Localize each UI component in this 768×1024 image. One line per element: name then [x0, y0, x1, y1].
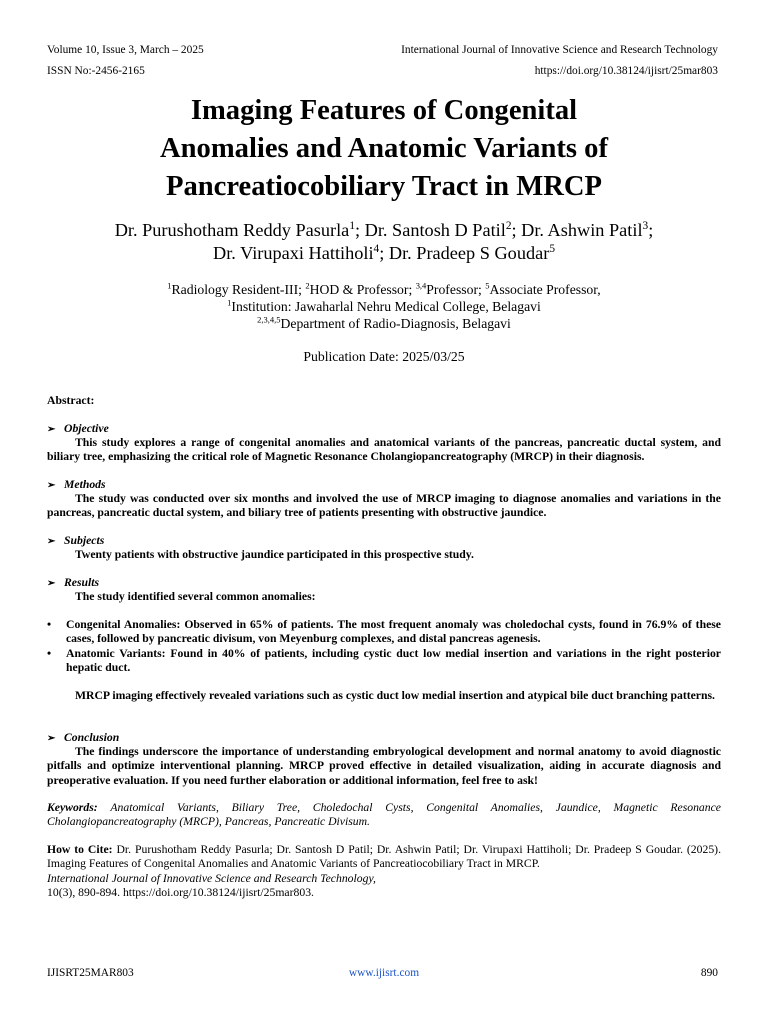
aff-inst-text: Institution: Jawaharlal Nehru Medical College, Belagavi: [231, 299, 541, 314]
arrow-bullet-icon: ➢: [47, 480, 56, 491]
keywords-label: Keywords:: [47, 801, 98, 814]
results-text: The study identified several common anomalies:: [75, 590, 316, 603]
issn: ISSN No:-2456-2165: [47, 65, 145, 77]
conclusion-text: The findings underscore the importance of understanding embryological development and normal anatomy to avoid diagnostic pitfalls and optimize interventional planning. MRCP proved effective in detailed visualization, aiding in accurate diagnosis and preoperative evaluation. If you need further elaboration or additional information, feel free to ask!: [47, 745, 721, 787]
list-item: [47, 647, 721, 676]
results-heading: [47, 576, 99, 589]
methods-heading-text: Methods: [64, 478, 106, 491]
results-heading-text: Results: [64, 576, 100, 589]
keywords: [47, 801, 721, 830]
aff-role-3: Professor;: [426, 282, 486, 297]
bullet-anatomic-text: Anatomic Variants: Found in 40% of patients, including cystic duct low medial insertion and variations in the right posterior hepatic duct.: [66, 647, 721, 675]
page-number: 890: [700, 967, 718, 979]
footer-website-link[interactable]: www.ijisrt.com: [348, 967, 420, 979]
author-line-1: [0, 219, 768, 242]
arrow-bullet-icon: ➢: [47, 578, 56, 589]
author-5: ; Dr. Pradeep S Goudar: [379, 243, 550, 263]
author-4-sup: 4: [373, 242, 380, 255]
objective-text: This study explores a range of congenital anomalies and anatomical variants of the pancreas, pancreatic ductal system, and biliary tree, emphasizing the critical role of Magnetic Resonance Cholangiopancreatography (MRCP) in their diagnosis.: [47, 436, 721, 464]
journal-name: International Journal of Innovative Science and Research Technology: [401, 44, 718, 56]
author-1: Dr. Purushotham Reddy Pasurla: [114, 220, 350, 240]
citation: [47, 843, 721, 901]
author-list: [0, 219, 768, 265]
subjects-text: Twenty patients with obstructive jaundice participated in this prospective study.: [75, 548, 474, 561]
list-item: [47, 618, 721, 647]
title-line-3: Pancreatiocobiliary Tract in MRCP: [166, 171, 602, 202]
arrow-bullet-icon: ➢: [47, 536, 56, 547]
citation-text: Dr. Purushotham Reddy Pasurla; Dr. Santosh D Patil; Dr. Ashwin Patil; Dr. Virupaxi Hattiholi; Dr. Pradeep S Goudar. (2025). Imaging Features of Congenital Anomalies and Anatomic Variants of Pancreatiocobiliary Tract in MRCP.: [47, 843, 721, 871]
aff-dept-text: Department of Radio-Diagnosis, Belagavi: [280, 316, 511, 331]
citation-volume: 10(3), 890-894. https://doi.org/10.38124/ijisrt/25mar803.: [47, 886, 314, 900]
affiliation-roles: [0, 281, 768, 298]
methods-heading: [47, 478, 106, 491]
author-2: ; Dr. Santosh D Patil: [354, 220, 506, 240]
author-3: ; Dr. Ashwin Patil: [511, 220, 643, 240]
bullet-dot-icon: •: [47, 618, 52, 631]
affiliation-department: [0, 315, 768, 332]
author-3-sup: 3: [642, 219, 649, 232]
bullet-dot-icon: •: [47, 647, 52, 660]
aff-sup-4: 5: [485, 280, 490, 291]
aff-sup-2: 2: [305, 280, 310, 291]
title-line-2: Anomalies and Anatomic Variants of: [159, 133, 609, 164]
aff-role-4: Associate Professor,: [489, 282, 601, 297]
citation-label: How to Cite:: [47, 843, 113, 856]
aff-dept-sup: 2,3,4,5: [257, 314, 281, 325]
conclusion-heading: [47, 731, 119, 744]
arrow-bullet-icon: ➢: [47, 424, 56, 435]
volume-info: Volume 10, Issue 3, March – 2025: [47, 44, 204, 56]
methods-text: The study was conducted over six months and involved the use of MRCP imaging to diagnose anomalies and variations in the pancreas, pancreatic ductal system, and biliary tree of patients presenting with obstructive jaundice.: [47, 492, 721, 520]
doi-link[interactable]: https://doi.org/10.38124/ijisrt/25mar803: [534, 65, 718, 77]
aff-role-2: HOD & Professor;: [309, 282, 416, 297]
aff-sup-3: 3,4: [415, 280, 427, 291]
author-3-end: ;: [648, 220, 654, 240]
author-1-sup: 1: [349, 219, 355, 232]
author-5-sup: 5: [549, 242, 555, 255]
objective-heading-text: Objective: [64, 422, 109, 435]
mrcp-paragraph: MRCP imaging effectively revealed variations such as cystic duct low medial insertion and atypical bile duct branching patterns.: [75, 689, 715, 702]
arrow-bullet-icon: ➢: [47, 733, 56, 744]
citation-journal: International Journal of Innovative Science and Research Technology,: [47, 871, 376, 885]
aff-sup-1: 1: [167, 280, 172, 291]
aff-role-1: Radiology Resident-III;: [171, 282, 306, 297]
subjects-heading: [47, 534, 104, 547]
aff-inst-sup: 1: [227, 297, 232, 308]
abstract-label: Abstract:: [47, 394, 95, 407]
bullet-congenital-text: Congenital Anomalies: Observed in 65% of patients. The most frequent anomaly was choledochal cysts, found in 76.9% of these cases, followed by pancreatic divisum, von Meyenburg complexes, and distal pancreas agenesis.: [66, 618, 721, 646]
author-4: Dr. Virupaxi Hattiholi: [213, 243, 374, 263]
objective-heading: [47, 422, 109, 435]
paper-title: [0, 92, 768, 206]
author-2-sup: 2: [505, 219, 512, 232]
keywords-text: Anatomical Variants, Biliary Tree, Choledochal Cysts, Congenital Anomalies, Jaundice, Magnetic Resonance Cholangiopancreatography (MRCP), Pancreas, Pancreatic Divisum.: [47, 801, 721, 829]
conclusion-heading-text: Conclusion: [64, 731, 120, 744]
publication-date: Publication Date: 2025/03/25: [303, 349, 465, 364]
affiliation-institution: [0, 298, 768, 315]
footer-code: IJISRT25MAR803: [47, 967, 134, 979]
author-line-2: [0, 242, 768, 265]
affiliations: [0, 281, 768, 332]
title-line-1: Imaging Features of Congenital: [190, 95, 578, 126]
subjects-heading-text: Subjects: [64, 534, 105, 547]
